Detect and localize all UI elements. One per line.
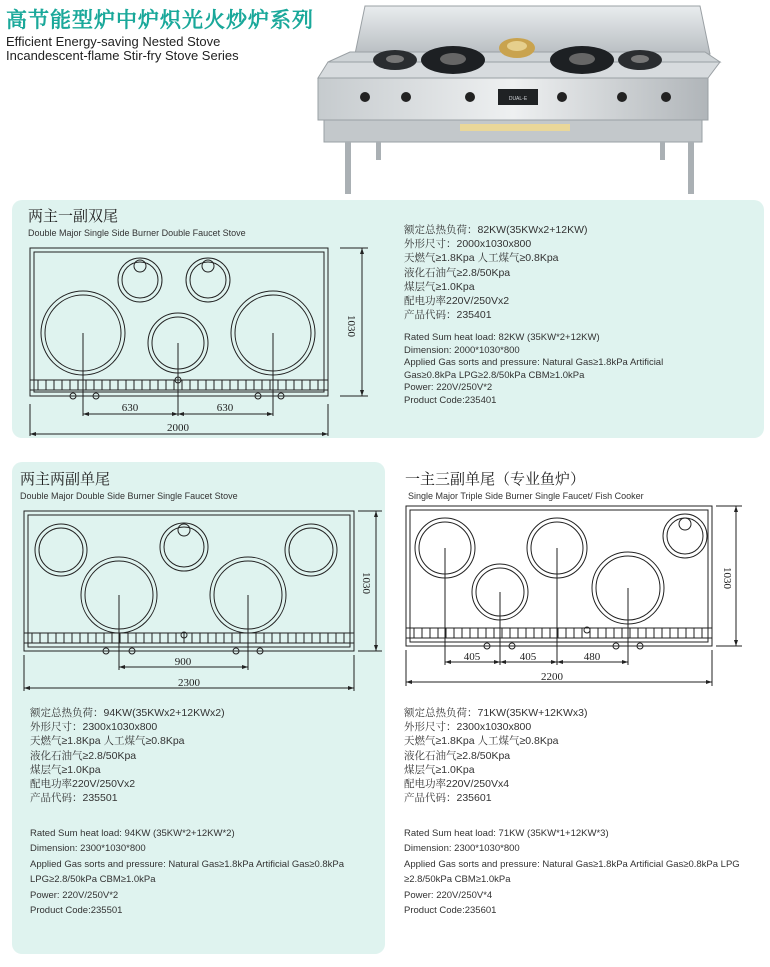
dim-2-width: 2300 bbox=[178, 677, 200, 689]
product-2-title: 两主两副单尾 bbox=[20, 470, 111, 488]
dim-3-gap-3: 480 bbox=[583, 651, 601, 663]
product-1-diagram bbox=[18, 238, 388, 438]
subtitle-line-1: Efficient Energy-saving Nested Stove bbox=[6, 34, 221, 49]
subtitle-line-2: Incandescent-flame Stir-fry Stove Series bbox=[6, 48, 239, 63]
dim-2-depth: 1030 bbox=[360, 572, 372, 594]
control-plate-label: DUAL-E bbox=[508, 96, 528, 102]
dim-1-left-gap: 630 bbox=[121, 402, 139, 414]
dim-2-gap: 900 bbox=[174, 656, 192, 668]
product-3-specs-en: Rated Sum heat load: 71KW (35KW*1+12KW*3) Dimension: 2300*1030*800 Applied Gas sorts and pressure: Natural Gas≥1.8kPa Artificial Gas≥0.8kPa LPG ≥2.8/50kPa CBM≥1.0kPa Power: 220V/250V*4 Product Code:235601 bbox=[404, 828, 740, 917]
product-3-subtitle: Single Major Triple Side Burner Single Faucet/ Fish Cooker bbox=[408, 491, 644, 501]
product-1-specs-en: Rated Sum heat load: 82KW (35KW*2+12KW) Dimension: 2000*1030*800 Applied Gas sorts and pressure: Natural Gas≥1.8kPa Artificial Gas≥0.8kPa LPG≥2.8/50kPa CBM≥1.0kPa Power: 220V/250V*2 Product Code:235401 bbox=[404, 332, 664, 406]
product-1-subtitle: Double Major Single Side Burner Double Faucet Stove bbox=[28, 228, 246, 238]
product-1-title: 两主一副双尾 bbox=[28, 207, 119, 225]
product-2-diagram bbox=[16, 505, 386, 695]
product-1-specs-cn: 额定总热负荷：82KW(35KWx2+12KW) 外形尺寸：2000x1030x800 天燃气≥1.8Kpa 人工煤气≥0.8Kpa 液化石油气≥2.8/50Kpa 煤层气≥1.0Kpa 配电功率220V/250Vx2 产品代码：235401 bbox=[404, 224, 588, 322]
product-3-specs-cn: 额定总热负荷：71KW(35KW+12KWx3) 外形尺寸：2300x1030x800 天燃气≥1.8Kpa 人工煤气≥0.8Kpa 液化石油气≥2.8/50Kpa 煤层气≥1.0Kpa 配电功率220V/250Vx4 产品代码：235601 bbox=[404, 707, 588, 805]
product-3-diagram bbox=[400, 500, 770, 690]
product-2-specs-cn: 额定总热负荷：94KW(35KWx2+12KWx2) 外形尺寸：2300x1030x800 天燃气≥1.8Kpa 人工煤气≥0.8Kpa 液化石油气≥2.8/50Kpa 煤层气≥1.0Kpa 配电功率220V/250Vx2 产品代码：235501 bbox=[30, 707, 225, 805]
page-title: 高节能型炉中炉炽光火炒炉系列 bbox=[6, 8, 314, 32]
dim-1-right-gap: 630 bbox=[216, 402, 234, 414]
dim-3-gap-2: 405 bbox=[519, 651, 537, 663]
dim-1-width: 2000 bbox=[167, 422, 189, 434]
dim-3-depth: 1030 bbox=[721, 567, 733, 589]
product-2-specs-en: Rated Sum heat load: 94KW (35KW*2+12KW*2) Dimension: 2300*1030*800 Applied Gas sorts and pressure: Natural Gas≥1.8kPa Artificial Gas≥0.8kPa LPG≥2.8/50kPa CBM≥1.0kPa Power: 220V/250V*2 Product Code:235501 bbox=[30, 828, 345, 917]
product-3-title: 一主三副单尾（专业鱼炉） bbox=[405, 470, 586, 488]
dim-3-gap-1: 405 bbox=[463, 651, 481, 663]
dim-1-depth: 1030 bbox=[345, 315, 357, 337]
stove-photo bbox=[310, 0, 730, 200]
dim-3-width: 2200 bbox=[541, 671, 563, 683]
product-2-subtitle: Double Major Double Side Burner Single Faucet Stove bbox=[20, 491, 238, 501]
